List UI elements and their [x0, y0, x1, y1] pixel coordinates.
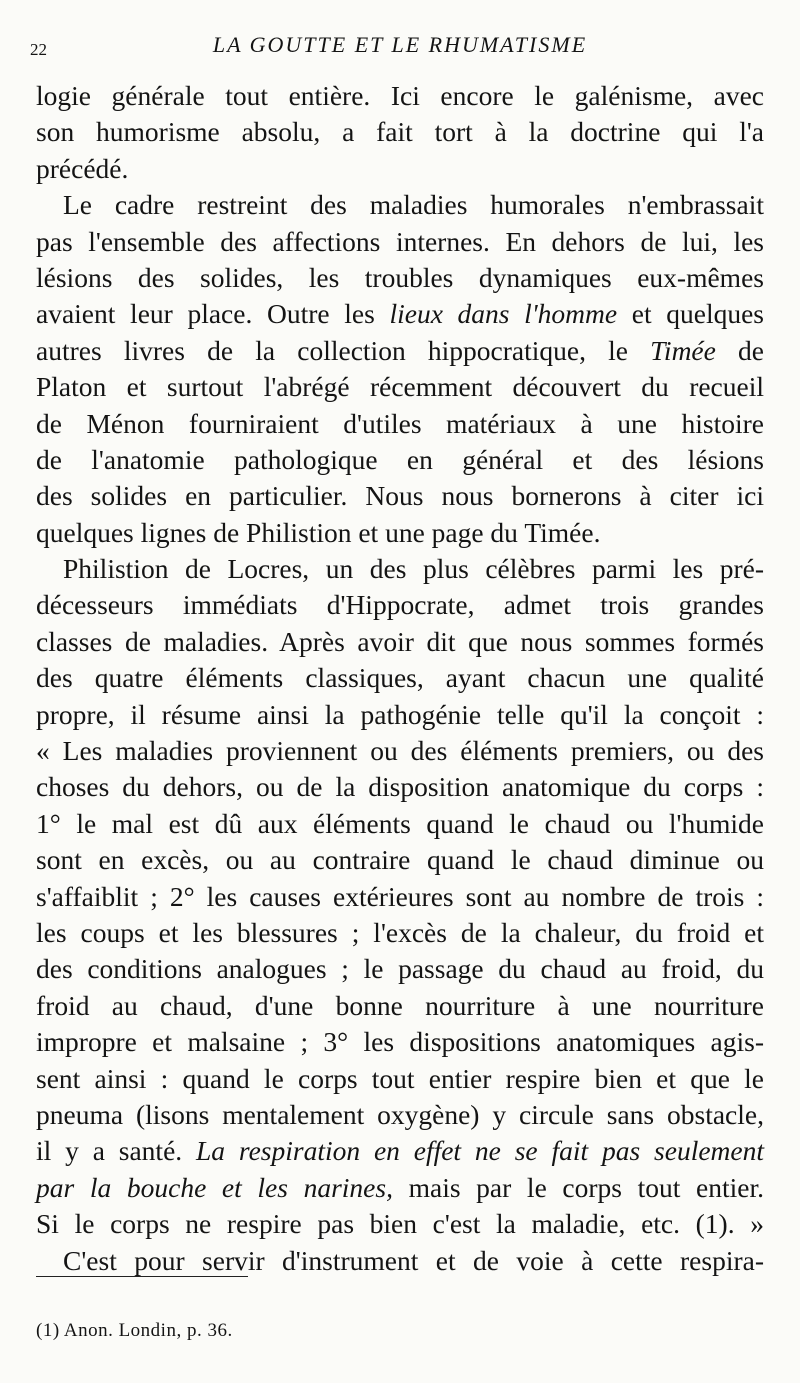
text-line: classes de maladies. Après avoir dit que nous sommes formés: [36, 625, 764, 657]
text-line: des quatre éléments classiques, ayant chacun une qualité: [36, 662, 764, 694]
text-line: les coups et les blessures ; l'excès de la chaleur, du froid et: [36, 916, 764, 948]
text-line: sont en excès, ou au contraire quand le chaud diminue ou: [36, 844, 764, 876]
text-line: pas l'ensemble des affections internes. En dehors de lui, les: [36, 225, 764, 257]
text-line: Si le corps ne respire pas bien c'est la maladie, etc. (1). »: [36, 1208, 764, 1240]
text-line: Platon et surtout l'abrégé récemment découvert du recueil: [36, 371, 764, 403]
text-line: décesseurs immédiats d'Hippocrate, admet trois grandes: [36, 589, 764, 621]
text-line: de l'anatomie pathologique en général et des lésions: [36, 443, 764, 475]
text-line: propre, il résume ainsi la pathogénie telle qu'il la conçoit :: [36, 698, 764, 730]
text-line: pneuma (lisons mentalement oxygène) y circule sans obstacle,: [36, 1098, 764, 1130]
text-line: autres livres de la collection hippocratique, le Timée de: [36, 334, 764, 366]
text-line: logie générale tout entière. Ici encore le galénisme, avec: [36, 80, 764, 111]
page-header: [30, 30, 770, 64]
text-line: il y a santé. La respiration en effet ne se fait pas seulement: [36, 1135, 764, 1167]
page-number: 22: [30, 40, 47, 59]
text-line: C'est pour servir d'instrument et de voie à cette respira-: [63, 1244, 764, 1276]
footnote: (1) Anon. Londin, p. 36.: [36, 1320, 233, 1341]
text-line: des conditions analogues ; le passage du chaud au froid, du: [36, 953, 764, 985]
body-text: [36, 78, 764, 1279]
footnote-rule: [36, 1276, 248, 1277]
text-line: impropre et malsaine ; 3° les dispositions anatomiques agis-: [36, 1026, 764, 1058]
text-line: par la bouche et les narines, mais par le corps tout entier.: [36, 1171, 764, 1203]
text-line: avaient leur place. Outre les lieux dans l'homme et quelques: [36, 298, 764, 330]
text-line: Philistion de Locres, un des plus célèbres parmi les pré-: [63, 553, 764, 585]
running-title: LA GOUTTE ET LE RHUMATISME: [212, 32, 588, 57]
text-line: de Ménon fourniraient d'utiles matériaux à une histoire: [36, 407, 764, 439]
text-line: Le cadre restreint des maladies humorales n'embrassait: [63, 189, 764, 221]
text-line: « Les maladies proviennent ou des éléments premiers, ou des: [36, 735, 764, 767]
text-line: quelques lignes de Philistion et une page du Timée.: [36, 516, 601, 548]
text-line: précédé.: [36, 152, 129, 184]
text-line: lésions des solides, les troubles dynamiques eux-mêmes: [36, 261, 764, 293]
text-line: choses du dehors, ou de la disposition anatomique du corps :: [36, 771, 764, 803]
text-line: sent ainsi : quand le corps tout entier respire bien et que le: [36, 1062, 764, 1094]
text-line: 1° le mal est dû aux éléments quand le chaud ou l'humide: [36, 807, 764, 839]
text-line: son humorisme absolu, a fait tort à la doctrine qui l'a: [36, 116, 764, 148]
text-line: s'affaiblit ; 2° les causes extérieures sont au nombre de trois :: [36, 880, 764, 912]
text-line: froid au chaud, d'une bonne nourriture à une nourriture: [36, 989, 764, 1021]
text-line: des solides en particulier. Nous nous bornerons à citer ici: [36, 480, 764, 512]
